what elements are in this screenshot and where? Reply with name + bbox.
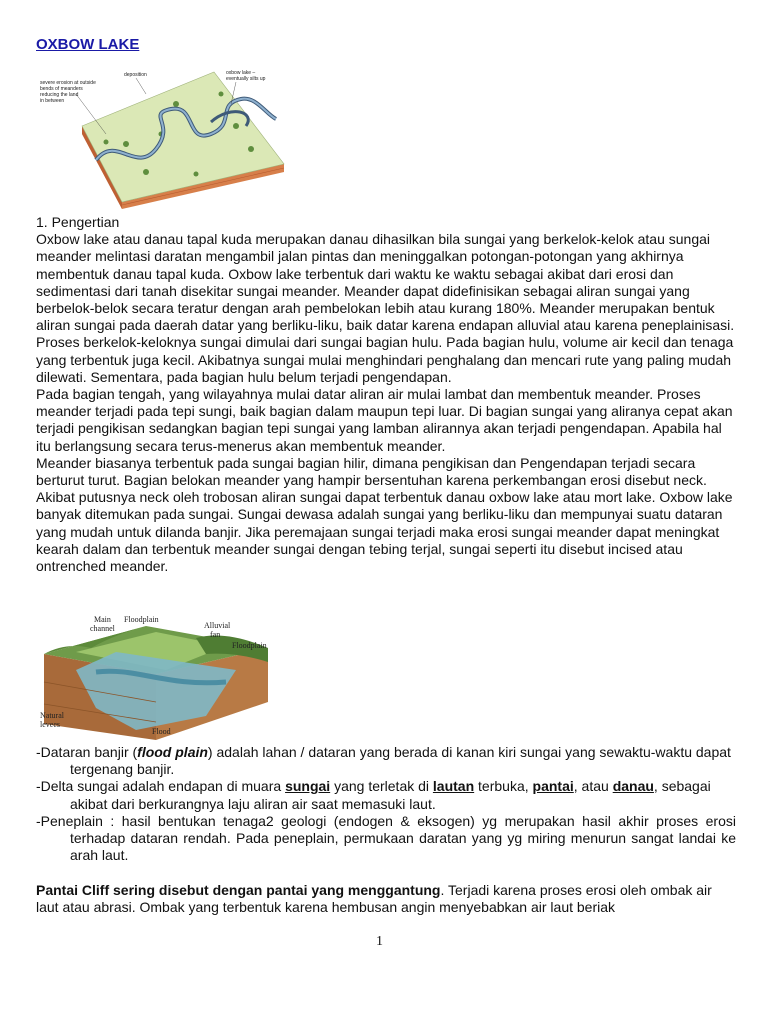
paragraph-2: Pada bagian tengah, yang wilayahnya mulai datar aliran air mulai lambat dan membentuk meander. Proses meander terjadi pada tepi sungi, baik bagian dalam maupun tepi luar. Di bagian sungai yang aliranya cepat akan terjadi pengikisan sedangkan bagian tepi sungai yang lamban alirannya akan terjadi pengendapan. Apabila hal itu berlangsung secara terus-menerus akan membentuk meander. [36, 386, 733, 454]
term-flood-plain: flood plain [137, 744, 208, 760]
label-erosion-2: bends of meanders [40, 86, 83, 92]
paragraph-3: Meander biasanya terbentuk pada sungai bagian hilir, dimana pengikisan dan Pengendapan terjadi secara berturut turut. Bagian belokan meander yang hampir bersentuhan karena perkembangan erosi disebut neck. Akibat putusnya neck oleh trobosan aliran sungai dapat terbentuk danau oxbow lake atau mort lake. Oxbow lake banyak ditemukan pada sungai. Sungai dewasa adalah sungai yang berliku-liku dan mempunyai suatu dataran yang mudah untuk dilanda banjir. Jika peremajaan sungai terjadi maka erosi sungai meander dapat meningkat kearah dalam dan terbentuk meander sungai dengan tebing terjal, sungai seperti itu disebut incised atau ontrenched meander. [36, 454, 733, 575]
link-lautan[interactable]: lautan [432, 778, 475, 795]
link-sungai[interactable]: sungai [285, 778, 331, 795]
definition-text: , atau [573, 778, 613, 795]
definition-delta [36, 778, 736, 812]
label-oxbow-1: oxbow lake – [226, 70, 256, 76]
cliff-text: . Terjadi karena proses erosi oleh ombak air laut atau abrasi. Ombak yang terbentuk karena hembusan angin menyebabkan air laut beriak [36, 882, 712, 916]
definition-text: -Delta sungai adalah endapan di muara [36, 778, 286, 795]
paragraph-1: Oxbow lake atau danau tapal kuda merupakan danau dihasilkan bila sungai yang berkelok-kelok atau sungai meander melintasi daratan mengambil jalan pintas dan meninggalkan potongan-potongan yang akhirnya membentuk danau tapal kuda. Oxbow lake terbentuk dari waktu ke waktu sebagai akibat dari erosi dan sedimentasi dari tanah disekitar sungai meander. Meander dapat didefinisikan sebagai aliran sungai yang berbelok-belok secara teratur dengan arah pembelokan lebih atau kurang 180%. Meander merupakan bentuk aliran sungai pada daerah datar yang berliku-liku, baik datar karena endapan alluvial atau karena peneplainisasi. Proses berkelok-keloknya sungai dimulai dari sungai bagian hulu. Pada bagian hulu, volume air kecil dan tenaga yang terbentuk juga kecil. Akibatnya sungai mulai menghindari penghalang dan mencari rute yang paling mudah dilewati. Sementara, pada bagian hulu belum terjadi pengendapan. [36, 231, 735, 385]
label-natural-levees-1: Natural [40, 711, 64, 720]
definition-text: -Dataran banjir ( [36, 744, 138, 760]
definition-peneplain: -Peneplain : hasil bentukan tenaga2 geologi (endogen & eksogen) yg merupakan hasil akhir proses erosi terhadap dataran rendah. Pada peneplain, permukaan daratan yang yg miring menurun sangat landai ke arah laut. [36, 812, 736, 864]
cliff-paragraph [36, 882, 736, 916]
label-alluvial-2: fan [210, 630, 221, 639]
link-pantai[interactable]: pantai [532, 778, 574, 795]
definitions-list [36, 744, 736, 864]
label-erosion-3: reducing the land [40, 92, 79, 98]
definition-text: yang terletak di [330, 778, 433, 795]
label-main-channel-1: Main [94, 615, 111, 624]
definition-flood-plain [36, 744, 736, 778]
definition-text: terbuka, [474, 778, 533, 795]
section-heading: 1. Pengertian [36, 214, 120, 230]
label-oxbow-2: eventually silts up [226, 76, 266, 82]
label-flood: Flood [152, 727, 171, 736]
cliff-heading: Pantai Cliff sering disebut dengan pantai yang menggantung [36, 882, 441, 898]
label-floodplain-right: Floodplain [232, 641, 267, 650]
floodplain-diagram [36, 612, 276, 744]
label-floodplain-top: Floodplain [124, 615, 159, 624]
label-natural-levees-2: levees [40, 720, 60, 729]
page-number: 1 [376, 934, 383, 949]
body-text [36, 214, 736, 575]
link-danau[interactable]: danau [612, 778, 654, 795]
label-main-channel-2: channel [90, 624, 115, 633]
definition-text: ) adalah lahan / dataran yang berada di kanan kiri sungai yang sewaktu-waktu dapat tergenang banjir. [70, 744, 731, 778]
page-title[interactable]: OXBOW LAKE [36, 36, 140, 53]
label-deposition: deposition [124, 72, 147, 78]
label-alluvial-1: Alluvial [204, 621, 231, 630]
definition-text: , sebagai akibat dari berkurangnya laju aliran air saat memasuki laut. [70, 778, 711, 812]
label-erosion-4: in between [40, 98, 65, 104]
oxbow-lake-diagram [36, 64, 286, 209]
label-erosion-1: severe erosion at outside [40, 80, 96, 86]
